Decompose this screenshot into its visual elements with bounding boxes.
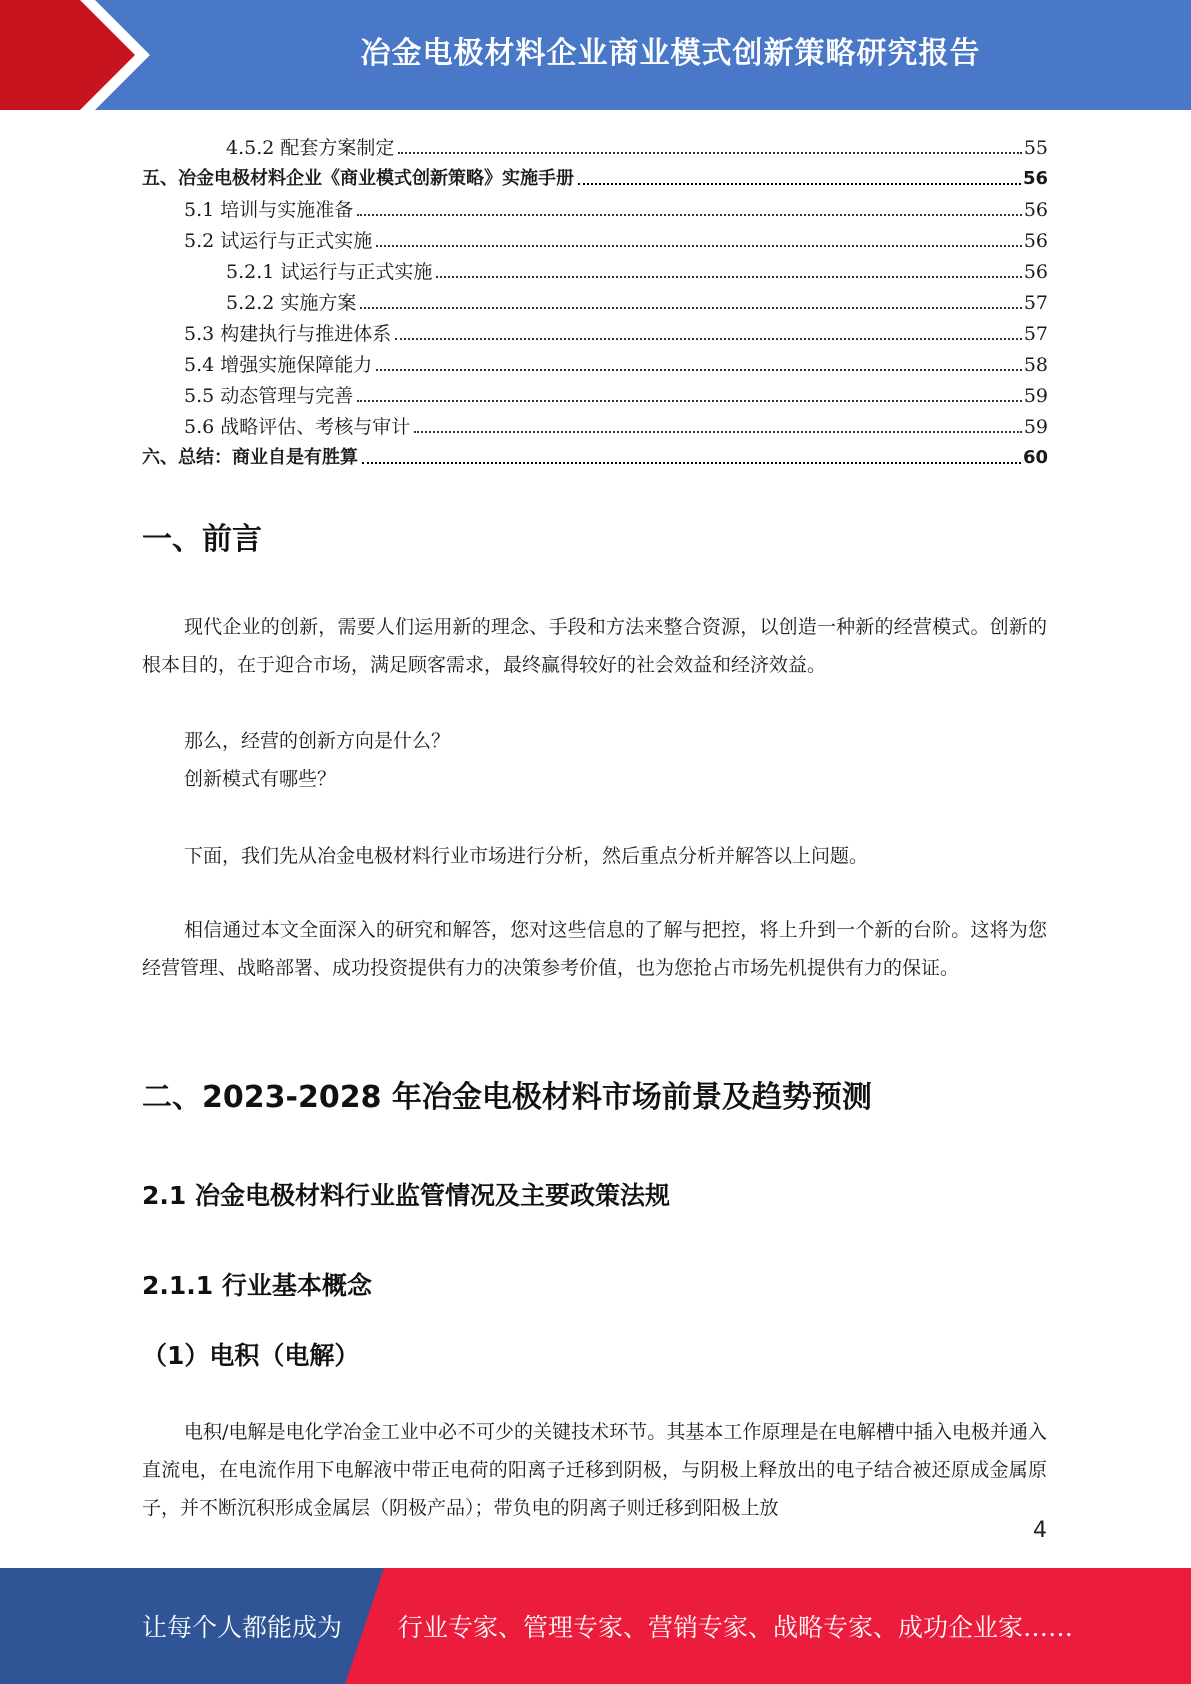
item-1-heading: （1）电积（电解）: [142, 1341, 360, 1370]
toc-entry-page: 59: [1023, 416, 1048, 438]
toc-entry[interactable]: [142, 376, 1048, 407]
toc-entry-title: 5.1 培训与实施准备: [184, 199, 354, 221]
preface-paragraph-2: 下面，我们先从冶金电极材料行业市场进行分析，然后重点分析并解答以上问题。: [184, 845, 869, 867]
preface-paragraph-1: 现代企业的创新，需要人们运用新的理念、手段和方法来整合资源，以创造一种新的经营模式。创新的根本目的，在于迎合市场，满足顾客需求，最终赢得较好的社会效益和经济效益。: [142, 616, 1047, 676]
toc-dot-leader: [414, 431, 1022, 433]
toc-dot-leader: [376, 369, 1022, 371]
toc-dot-leader: [395, 338, 1022, 340]
toc-entry[interactable]: [142, 314, 1048, 345]
toc-entry[interactable]: [142, 438, 1048, 469]
toc-dot-leader: [398, 152, 1021, 154]
toc-dot-leader: [436, 276, 1021, 278]
toc-entry-page: 59: [1023, 385, 1048, 407]
toc-entry-page: 60: [1022, 447, 1048, 468]
toc-entry-title: 5.4 增强实施保障能力: [184, 354, 373, 376]
toc-entry-page: 56: [1023, 199, 1048, 221]
section-2-1-heading: 2.1 冶金电极材料行业监管情况及主要政策法规: [142, 1181, 670, 1210]
toc-dot-leader: [357, 214, 1022, 216]
header-title: 冶金电极材料企业商业模式创新策略研究报告: [360, 36, 981, 71]
toc-entry-page: 56: [1023, 230, 1048, 252]
toc-dot-leader: [362, 462, 1021, 464]
preface-question-2: 创新模式有哪些？: [184, 768, 337, 790]
toc-entry-title: 五、冶金电极材料企业《商业模式创新策略》实施手册: [142, 168, 574, 189]
section-2-1-1-heading: 2.1.1 行业基本概念: [142, 1271, 372, 1300]
toc-dot-leader: [578, 183, 1021, 185]
toc-entry-title: 4.5.2 配套方案制定: [226, 137, 395, 159]
toc-entry[interactable]: [142, 252, 1048, 283]
toc-entry[interactable]: [142, 190, 1048, 221]
toc-entry-title: 5.5 动态管理与完善: [184, 385, 354, 407]
toc-entry[interactable]: [142, 407, 1048, 438]
toc-entry[interactable]: [142, 221, 1048, 252]
toc-entry[interactable]: [142, 159, 1048, 190]
toc-dot-leader: [376, 245, 1022, 247]
toc-entry-title: 5.2.1 试运行与正式实施: [226, 261, 433, 283]
toc-entry-page: 56: [1022, 168, 1048, 189]
toc-entry-page: 55: [1023, 137, 1048, 159]
footer-slogan-left: 让每个人都能成为: [142, 1613, 343, 1642]
toc-entry-title: 六、总结：商业自是有胜算: [142, 447, 358, 468]
toc-entry[interactable]: [142, 128, 1048, 159]
page-header: [0, 0, 1191, 110]
footer-slogan-right: 行业专家、管理专家、营销专家、战略专家、成功企业家……: [398, 1613, 1074, 1642]
toc-entry-page: 57: [1023, 292, 1048, 314]
toc-entry-title: 5.2.2 实施方案: [226, 292, 357, 314]
toc-dot-leader: [360, 307, 1021, 309]
toc-entry-page: 58: [1023, 354, 1048, 376]
preface-heading: 一、前言: [142, 522, 262, 557]
toc-entry-page: 56: [1023, 261, 1048, 283]
chapter-2-heading: 二、2023-2028 年冶金电极材料市场前景及趋势预测: [142, 1080, 872, 1115]
item-1-paragraph: 电积/电解是电化学冶金工业中必不可少的关键技术环节。其基本工作原理是在电解槽中插入电极并通入直流电，在电流作用下电解液中带正电荷的阳离子迁移到阴极，与阴极上释放出的电子结合被还原成金属原子，并不断沉积形成金属层（阴极产品）；带负电的阴离子则迁移到阳极上放: [142, 1421, 1047, 1519]
toc-entry[interactable]: [142, 345, 1048, 376]
toc-entry-title: 5.2 试运行与正式实施: [184, 230, 373, 252]
preface-paragraph-3: 相信通过本文全面深入的研究和解答，您对这些信息的了解与把控，将上升到一个新的台阶。这将为您经营管理、战略部署、成功投资提供有力的决策参考价值，也为您抢占市场先机提供有力的保证。: [142, 919, 1047, 979]
page-number: 4: [1033, 1518, 1047, 1543]
toc-entry[interactable]: [142, 283, 1048, 314]
toc-entry-title: 5.3 构建执行与推进体系: [184, 323, 392, 345]
preface-question-1: 那么，经营的创新方向是什么？: [184, 730, 451, 752]
toc-entry-title: 5.6 战略评估、考核与审计: [184, 416, 411, 438]
page-footer: [0, 1568, 1191, 1684]
toc-dot-leader: [357, 400, 1022, 402]
toc-entry-page: 57: [1023, 323, 1048, 345]
table-of-contents: [142, 128, 1048, 469]
